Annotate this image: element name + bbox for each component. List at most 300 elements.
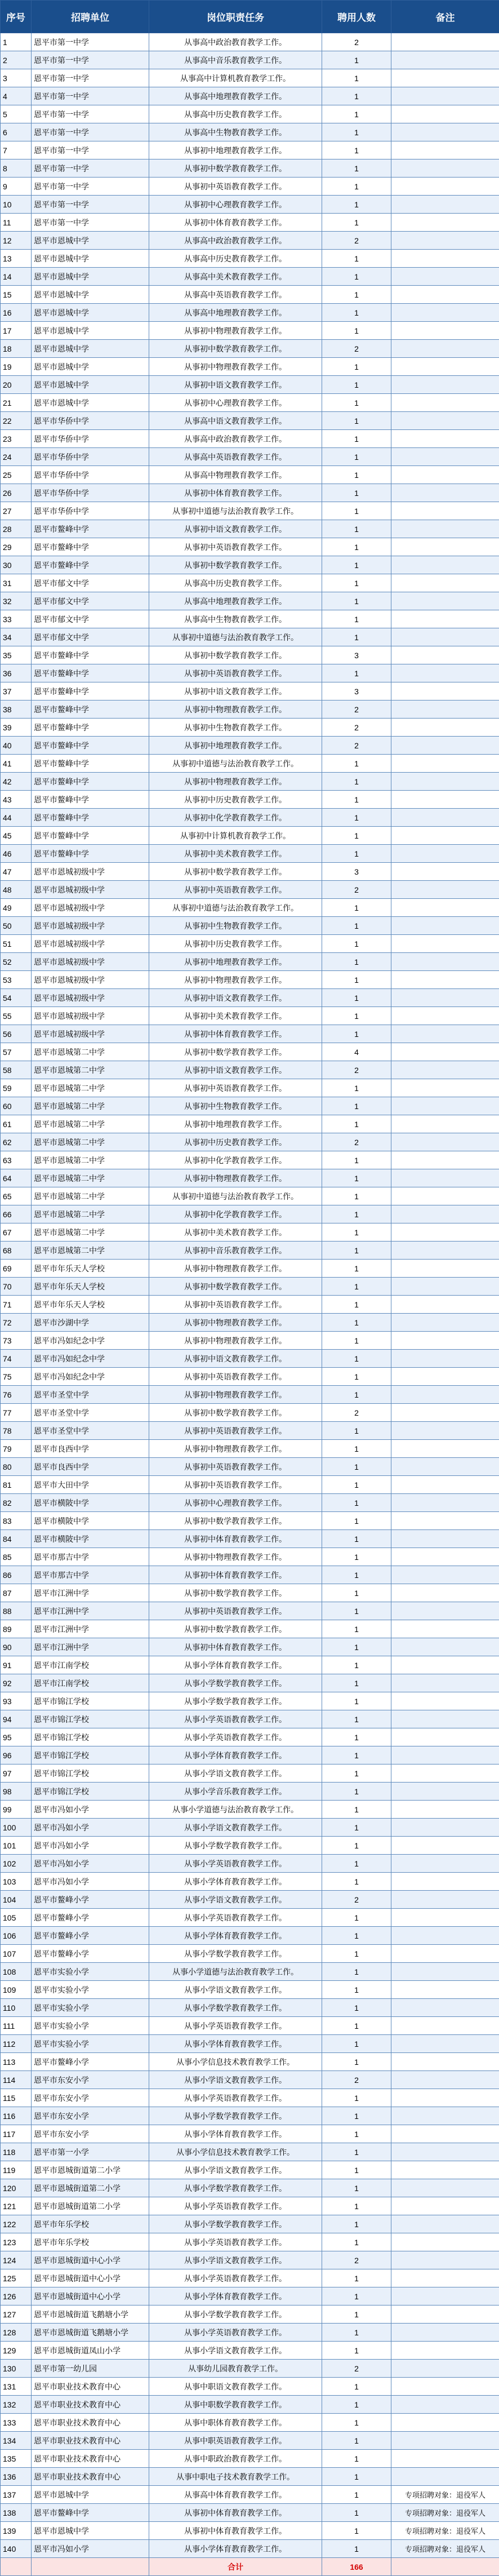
table-row [1, 1927, 499, 1945]
row-note [391, 1494, 499, 1512]
row-duty: 从事初中物理教育教学工作。 [149, 358, 322, 376]
row-note [391, 971, 499, 989]
row-serial: 32 [1, 592, 32, 610]
table-row [1, 2179, 499, 2197]
row-count: 1 [322, 2035, 391, 2053]
row-duty: 从事初中地理教育教学工作。 [149, 737, 322, 755]
row-note [391, 2143, 499, 2161]
row-serial: 41 [1, 755, 32, 773]
row-count: 1 [322, 1945, 391, 1963]
row-duty: 从事小学数学教育教学工作。 [149, 1692, 322, 1710]
row-unit: 恩平市冯如小学 [32, 1837, 149, 1855]
row-unit: 恩平市恩城街道飞鹅塘小学 [32, 2305, 149, 2324]
row-duty: 从事高中英语教育教学工作。 [149, 448, 322, 466]
row-duty: 从事小学数学教育教学工作。 [149, 2215, 322, 2233]
row-note [391, 2269, 499, 2287]
row-unit: 恩平市东安小学 [32, 2089, 149, 2107]
row-count: 1 [322, 1242, 391, 1260]
row-note [391, 196, 499, 214]
row-count: 2 [322, 737, 391, 755]
row-serial: 103 [1, 1873, 32, 1891]
table-row [1, 2125, 499, 2143]
header-duty: 岗位职责任务 [149, 1, 322, 33]
row-unit: 恩平市恩城初级中学 [32, 881, 149, 899]
row-duty: 从事初中英语教育教学工作。 [149, 1476, 322, 1494]
row-unit: 恩平市郁文中学 [32, 592, 149, 610]
table-row [1, 935, 499, 953]
row-serial: 132 [1, 2396, 32, 2414]
row-count: 1 [322, 1332, 391, 1350]
row-count: 1 [322, 1458, 391, 1476]
table-row [1, 2287, 499, 2305]
row-duty: 从事中职数学教育教学工作。 [149, 2396, 322, 2414]
row-serial: 10 [1, 196, 32, 214]
row-duty: 从事初中地理教育教学工作。 [149, 1115, 322, 1133]
row-unit: 恩平市第一中学 [32, 159, 149, 178]
row-serial: 117 [1, 2125, 32, 2143]
table-row [1, 2450, 499, 2468]
row-duty: 从事初中道德与法治教育教学工作。 [149, 628, 322, 646]
row-duty: 从事小学语文教育教学工作。 [149, 2161, 322, 2179]
row-count: 1 [322, 1494, 391, 1512]
row-count: 3 [322, 646, 391, 664]
table-row [1, 2017, 499, 2035]
row-serial: 73 [1, 1332, 32, 1350]
row-serial: 136 [1, 2468, 32, 2486]
row-count: 1 [322, 664, 391, 682]
row-note [391, 1476, 499, 1494]
row-count: 1 [322, 1025, 391, 1043]
row-unit: 恩平市那吉中学 [32, 1566, 149, 1584]
row-count: 1 [322, 105, 391, 123]
row-unit: 恩平市恩城第二中学 [32, 1223, 149, 1242]
table-row [1, 1115, 499, 1133]
row-serial: 122 [1, 2215, 32, 2233]
table-row [1, 899, 499, 917]
table-row [1, 700, 499, 719]
row-serial: 110 [1, 1999, 32, 2017]
row-duty: 从事初中道德与法治教育教学工作。 [149, 755, 322, 773]
row-duty: 从事初中语文教育教学工作。 [149, 1350, 322, 1368]
row-note [391, 1927, 499, 1945]
row-serial: 126 [1, 2287, 32, 2305]
row-duty: 从事初中心理教育教学工作。 [149, 1494, 322, 1512]
row-unit: 恩平市第一中学 [32, 51, 149, 69]
row-serial: 40 [1, 737, 32, 755]
table-row [1, 376, 499, 394]
row-serial: 108 [1, 1963, 32, 1981]
row-duty: 从事初中音乐教育教学工作。 [149, 1242, 322, 1260]
row-count: 1 [322, 2161, 391, 2179]
row-duty: 从事初中物理教育教学工作。 [149, 1332, 322, 1350]
row-duty: 从事小学英语教育教学工作。 [149, 2197, 322, 2215]
row-count: 2 [322, 340, 391, 358]
row-serial: 93 [1, 1692, 32, 1710]
row-serial: 70 [1, 1278, 32, 1296]
row-count: 2 [322, 232, 391, 250]
row-unit: 恩平市江洲中学 [32, 1584, 149, 1602]
row-unit: 恩平市第一中学 [32, 196, 149, 214]
row-note [391, 2107, 499, 2125]
table-row [1, 2468, 499, 2486]
table-row [1, 1819, 499, 1837]
row-serial: 43 [1, 791, 32, 809]
row-serial: 71 [1, 1296, 32, 1314]
row-duty: 从事小学音乐教育教学工作。 [149, 1783, 322, 1801]
row-duty: 从事初中体育教育教学工作。 [149, 1530, 322, 1548]
row-duty: 从事初中数学教育教学工作。 [149, 1404, 322, 1422]
table-row [1, 682, 499, 700]
row-serial: 50 [1, 917, 32, 935]
row-count: 1 [322, 1566, 391, 1584]
row-note [391, 2017, 499, 2035]
table-row [1, 304, 499, 322]
row-serial: 2 [1, 51, 32, 69]
row-serial: 54 [1, 989, 32, 1007]
row-unit: 恩平市圣堂中学 [32, 1386, 149, 1404]
row-note [391, 737, 499, 755]
row-serial: 116 [1, 2107, 32, 2125]
row-duty: 从事初中地理教育教学工作。 [149, 141, 322, 159]
row-unit: 恩平市恩城第二中学 [32, 1169, 149, 1187]
row-duty: 从事小学数学教育教学工作。 [149, 1945, 322, 1963]
row-count: 1 [322, 1638, 391, 1656]
row-serial: 104 [1, 1891, 32, 1909]
row-duty: 从事初中英语教育教学工作。 [149, 178, 322, 196]
table-row [1, 340, 499, 358]
row-serial: 14 [1, 268, 32, 286]
row-unit: 恩平市恩城中学 [32, 304, 149, 322]
row-unit: 恩平市职业技术教育中心 [32, 2432, 149, 2450]
row-note [391, 2342, 499, 2360]
table-row [1, 1530, 499, 1548]
row-note [391, 2360, 499, 2378]
row-duty: 从事小学英语教育教学工作。 [149, 2269, 322, 2287]
row-count: 1 [322, 412, 391, 430]
row-count: 1 [322, 2089, 391, 2107]
row-duty: 从事高中体育教育教学工作。 [149, 2486, 322, 2504]
row-duty: 从事初中英语教育教学工作。 [149, 664, 322, 682]
table-row [1, 971, 499, 989]
table-row [1, 1061, 499, 1079]
row-note [391, 881, 499, 899]
row-unit: 恩平市年乐学校 [32, 2215, 149, 2233]
row-duty: 从事初中数学教育教学工作。 [149, 1512, 322, 1530]
row-serial: 51 [1, 935, 32, 953]
row-count: 1 [322, 1783, 391, 1801]
row-count: 1 [322, 250, 391, 268]
row-unit: 恩平市恩城中学 [32, 2486, 149, 2504]
row-duty: 从事初中数学教育教学工作。 [149, 863, 322, 881]
row-note [391, 1728, 499, 1746]
row-note [391, 304, 499, 322]
row-note [391, 159, 499, 178]
row-unit: 恩平市圣堂中学 [32, 1404, 149, 1422]
row-note [391, 917, 499, 935]
table-row [1, 1999, 499, 2017]
table-row [1, 1566, 499, 1584]
row-note [391, 340, 499, 358]
row-note [391, 1404, 499, 1422]
row-serial: 131 [1, 2378, 32, 2396]
row-note [391, 1458, 499, 1476]
row-unit: 恩平市冯如纪念中学 [32, 1332, 149, 1350]
row-count: 1 [322, 2197, 391, 2215]
table-row [1, 863, 499, 881]
row-duty: 从事初中物理教育教学工作。 [149, 1386, 322, 1404]
row-count: 1 [322, 196, 391, 214]
table-row [1, 1891, 499, 1909]
row-note [391, 358, 499, 376]
row-count: 1 [322, 1801, 391, 1819]
table-row [1, 2305, 499, 2324]
row-serial: 128 [1, 2324, 32, 2342]
row-duty: 从事小学英语教育教学工作。 [149, 1855, 322, 1873]
row-unit: 恩平市江南学校 [32, 1656, 149, 1674]
row-unit: 恩平市锦江学校 [32, 1728, 149, 1746]
table-row [1, 2396, 499, 2414]
row-count: 1 [322, 1151, 391, 1169]
table-footer [1, 2558, 499, 2576]
row-unit: 恩平市锦江学校 [32, 1746, 149, 1764]
row-serial: 138 [1, 2504, 32, 2522]
row-unit: 恩平市实验小学 [32, 2035, 149, 2053]
row-unit: 恩平市鳌峰中学 [32, 845, 149, 863]
row-duty: 从事初中英语教育教学工作。 [149, 1422, 322, 1440]
row-note [391, 809, 499, 827]
table-row [1, 2486, 499, 2504]
row-serial: 31 [1, 574, 32, 592]
row-duty: 从事小学英语教育教学工作。 [149, 2089, 322, 2107]
row-note [391, 1061, 499, 1079]
row-count: 1 [322, 592, 391, 610]
row-note [391, 2197, 499, 2215]
table-row [1, 1242, 499, 1260]
row-serial: 82 [1, 1494, 32, 1512]
row-note [391, 755, 499, 773]
row-unit: 恩平市锦江学校 [32, 1764, 149, 1783]
table-row [1, 1404, 499, 1422]
row-note [391, 376, 499, 394]
table-row [1, 2107, 499, 2125]
row-serial: 80 [1, 1458, 32, 1476]
row-count: 1 [322, 2287, 391, 2305]
row-unit: 恩平市鳌峰小学 [32, 2053, 149, 2071]
row-unit: 恩平市恩城第二中学 [32, 1151, 149, 1169]
row-serial: 57 [1, 1043, 32, 1061]
row-count: 1 [322, 827, 391, 845]
table-row [1, 2378, 499, 2396]
row-duty: 从事初中心理教育教学工作。 [149, 196, 322, 214]
row-serial: 36 [1, 664, 32, 682]
row-serial: 48 [1, 881, 32, 899]
table-row [1, 1674, 499, 1692]
row-duty: 从事初中数学教育教学工作。 [149, 1620, 322, 1638]
row-note [391, 502, 499, 520]
header-count: 聘用人数 [322, 1, 391, 33]
row-unit: 恩平市鳌峰中学 [32, 520, 149, 538]
row-count: 1 [322, 448, 391, 466]
row-note [391, 1710, 499, 1728]
row-count: 1 [322, 286, 391, 304]
row-serial: 24 [1, 448, 32, 466]
row-note [391, 1692, 499, 1710]
table-row [1, 1458, 499, 1476]
row-serial: 25 [1, 466, 32, 484]
row-count: 1 [322, 610, 391, 628]
row-note [391, 1873, 499, 1891]
row-duty: 从事高中历史教育教学工作。 [149, 250, 322, 268]
table-row [1, 664, 499, 682]
table-row [1, 646, 499, 664]
row-unit: 恩平市江洲中学 [32, 1638, 149, 1656]
row-serial: 78 [1, 1422, 32, 1440]
row-duty: 从事初中体育教育教学工作。 [149, 214, 322, 232]
row-serial: 106 [1, 1927, 32, 1945]
row-note [391, 538, 499, 556]
row-count: 2 [322, 2251, 391, 2269]
row-note [391, 1638, 499, 1656]
table-row [1, 1476, 499, 1494]
row-count: 1 [322, 1837, 391, 1855]
table-row [1, 917, 499, 935]
row-count: 1 [322, 141, 391, 159]
row-note [391, 1620, 499, 1638]
row-duty: 从事初中物理教育教学工作。 [149, 1169, 322, 1187]
table-row [1, 1801, 499, 1819]
row-duty: 从事初中数学教育教学工作。 [149, 556, 322, 574]
row-note [391, 628, 499, 646]
row-unit: 恩平市恩城街道第二小学 [32, 2161, 149, 2179]
row-count: 3 [322, 863, 391, 881]
row-serial: 105 [1, 1909, 32, 1927]
table-row [1, 2143, 499, 2161]
row-duty: 从事初中英语教育教学工作。 [149, 1368, 322, 1386]
row-note [391, 1187, 499, 1205]
row-note [391, 1801, 499, 1819]
row-serial: 3 [1, 69, 32, 87]
table-row [1, 1169, 499, 1187]
row-serial: 42 [1, 773, 32, 791]
table-row [1, 1728, 499, 1746]
row-unit: 恩平市恩城第二中学 [32, 1061, 149, 1079]
table-row [1, 1296, 499, 1314]
row-duty: 从事初中体育教育教学工作。 [149, 1566, 322, 1584]
table-row [1, 1314, 499, 1332]
row-duty: 从事小学数学教育教学工作。 [149, 1999, 322, 2017]
row-duty: 从事高中地理教育教学工作。 [149, 592, 322, 610]
row-note [391, 1133, 499, 1151]
row-count: 1 [322, 1476, 391, 1494]
row-duty: 从事初中物理教育教学工作。 [149, 1440, 322, 1458]
row-unit: 恩平市沙湖中学 [32, 1314, 149, 1332]
table-row [1, 1746, 499, 1764]
row-duty: 从事初中语文教育教学工作。 [149, 682, 322, 700]
row-unit: 恩平市冯如小学 [32, 1801, 149, 1819]
row-count: 1 [322, 1873, 391, 1891]
row-unit: 恩平市恩城第二中学 [32, 1187, 149, 1205]
row-serial: 113 [1, 2053, 32, 2071]
row-count: 1 [322, 899, 391, 917]
row-serial: 101 [1, 1837, 32, 1855]
row-unit: 恩平市第一中学 [32, 33, 149, 51]
row-duty: 从事初中生物教育教学工作。 [149, 719, 322, 737]
row-count: 1 [322, 989, 391, 1007]
row-note [391, 1909, 499, 1927]
row-serial: 133 [1, 2414, 32, 2432]
row-duty: 从事初中英语教育教学工作。 [149, 1079, 322, 1097]
table-row [1, 33, 499, 51]
table-row [1, 214, 499, 232]
row-serial: 134 [1, 2432, 32, 2450]
row-count: 1 [322, 502, 391, 520]
row-unit: 恩平市鳌峰中学 [32, 556, 149, 574]
row-note [391, 2071, 499, 2089]
row-duty: 从事初中数学教育教学工作。 [149, 1278, 322, 1296]
row-count: 1 [322, 935, 391, 953]
table-row [1, 1602, 499, 1620]
row-unit: 恩平市恩城初级中学 [32, 1025, 149, 1043]
row-unit: 恩平市恩城第二中学 [32, 1242, 149, 1260]
row-serial: 91 [1, 1656, 32, 1674]
row-note [391, 1891, 499, 1909]
row-count: 1 [322, 69, 391, 87]
row-count: 3 [322, 682, 391, 700]
row-unit: 恩平市华侨中学 [32, 466, 149, 484]
row-count: 1 [322, 1097, 391, 1115]
row-serial: 74 [1, 1350, 32, 1368]
row-duty: 从事高中物理教育教学工作。 [149, 466, 322, 484]
row-serial: 118 [1, 2143, 32, 2161]
table-row [1, 394, 499, 412]
row-unit: 恩平市冯如纪念中学 [32, 1368, 149, 1386]
row-note [391, 2432, 499, 2450]
row-count: 1 [322, 2450, 391, 2468]
row-duty: 从事初中数学教育教学工作。 [149, 159, 322, 178]
row-unit: 恩平市恩城街道飞鹅塘小学 [32, 2324, 149, 2342]
row-serial: 59 [1, 1079, 32, 1097]
row-note [391, 1963, 499, 1981]
row-serial: 30 [1, 556, 32, 574]
row-duty: 从事高中历史教育教学工作。 [149, 574, 322, 592]
row-serial: 15 [1, 286, 32, 304]
row-unit: 恩平市恩城街道中心小学 [32, 2287, 149, 2305]
row-unit: 恩平市横陂中学 [32, 1494, 149, 1512]
row-unit: 恩平市鳌峰中学 [32, 682, 149, 700]
row-note [391, 2396, 499, 2414]
table-row [1, 2414, 499, 2432]
row-duty: 从事初中历史教育教学工作。 [149, 1133, 322, 1151]
row-unit: 恩平市鳌峰中学 [32, 646, 149, 664]
row-unit: 恩平市鳌峰中学 [32, 664, 149, 682]
row-serial: 44 [1, 809, 32, 827]
row-unit: 恩平市鳌峰中学 [32, 791, 149, 809]
row-unit: 恩平市年乐天人学校 [32, 1296, 149, 1314]
row-serial: 83 [1, 1512, 32, 1530]
row-serial: 111 [1, 2017, 32, 2035]
row-unit: 恩平市第一幼儿园 [32, 2360, 149, 2378]
row-count: 1 [322, 1115, 391, 1133]
row-serial: 8 [1, 159, 32, 178]
row-count: 1 [322, 358, 391, 376]
row-unit: 恩平市第一中学 [32, 105, 149, 123]
row-count: 1 [322, 1350, 391, 1368]
table-row [1, 556, 499, 574]
row-note [391, 2089, 499, 2107]
row-serial: 90 [1, 1638, 32, 1656]
row-duty: 从事初中历史教育教学工作。 [149, 935, 322, 953]
row-note: 专项招聘对象：退役军人 [391, 2486, 499, 2504]
